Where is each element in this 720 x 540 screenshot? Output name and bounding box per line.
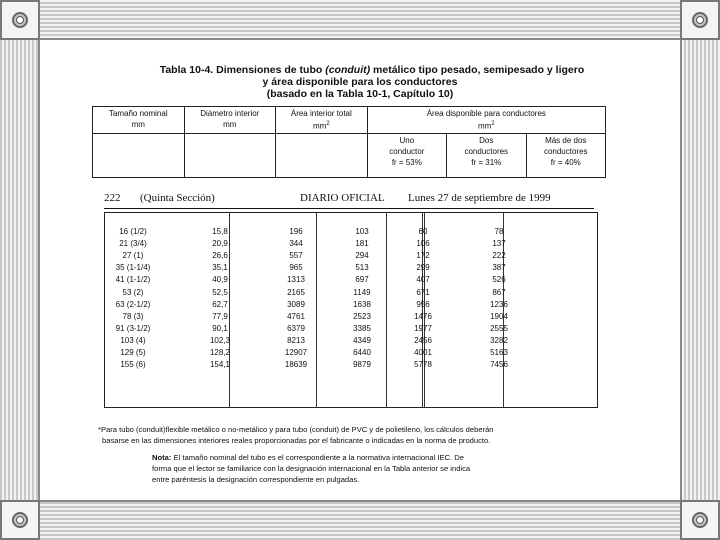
table-cell: 1476 [414, 311, 432, 321]
table-cell: 26,6 [212, 251, 228, 261]
table-cell: 41 (1-1/2) [115, 275, 151, 285]
footnote-line: forma que el lector se familiarice con la designación internacional en la Tabla anterior se indica [152, 464, 471, 473]
table-cell: 1236 [490, 299, 508, 309]
header-more-conductors: Más de dos conductores fr = 40% [526, 133, 606, 177]
table-cell: 20,9 [212, 239, 228, 249]
table-cell: 513 [355, 263, 369, 273]
table-cell: 867 [492, 287, 506, 297]
table-cell: 27 (1) [122, 251, 144, 261]
table-cell: 103 [355, 227, 369, 236]
table-cell: 155 (6) [120, 360, 146, 370]
running-head [104, 192, 594, 209]
table-cell: 2555 [490, 323, 508, 333]
table-cell: 53 (2) [122, 287, 144, 297]
table-cell: 40,9 [212, 275, 228, 285]
table-cell: 2456 [414, 335, 432, 345]
table-cell: 5778 [414, 360, 432, 370]
table-cell: 12907 [284, 348, 308, 357]
table-cell: 90,1 [212, 323, 228, 333]
table-cell: 4349 [353, 335, 371, 345]
table-title-line3: (basado en la Tabla 10-1, Capítulo 10) [266, 88, 454, 100]
table-cell: 1313 [287, 275, 305, 285]
table-cell: 407 [416, 275, 430, 285]
header-one-conductor: Uno conductor fr = 53% [367, 133, 446, 177]
table-cell: 102,3 [209, 335, 231, 345]
frame-top [0, 0, 720, 40]
table-cell: 9879 [353, 360, 371, 370]
table-cell: 4761 [287, 311, 305, 321]
header-total-area: Área interior total $mm^2$ [276, 107, 368, 134]
title-italic: (conduit) [325, 64, 371, 76]
page-number: 222 [104, 192, 121, 204]
table-cell: 91 (3-1/2) [115, 323, 151, 333]
corner-ring-icon [0, 0, 40, 40]
frame-right [680, 0, 720, 540]
table-cell: 2523 [353, 311, 371, 321]
header-inner-diameter: Diámetro interior mm [184, 107, 276, 134]
table-cell: 697 [355, 275, 369, 285]
title-part: metálico tipo pesado, semipesado y ligero [370, 64, 585, 76]
header-available-area: Área disponible para conductores $mm^2$ [367, 107, 605, 134]
table-cell: 3089 [287, 299, 305, 309]
table-cell: 15,8 [212, 227, 228, 236]
table-cell: 2165 [287, 287, 305, 297]
table-title-line2: y área disponible para los conductores [262, 76, 458, 88]
header-nominal-size: Tamaño nominal mm [93, 107, 185, 134]
table-cell: 8213 [287, 335, 305, 345]
table-cell: 128,2 [209, 348, 231, 357]
table-cell: 77,9 [212, 311, 228, 321]
table-cell: 154,1 [209, 360, 231, 370]
table-cell: 60 [418, 227, 428, 236]
table-cell: 52,5 [212, 287, 228, 297]
table-cell: 956 [416, 299, 430, 309]
table-cell: 21 (3/4) [119, 239, 147, 249]
table-cell: 344 [289, 239, 303, 249]
table-cell: 106 [416, 239, 430, 249]
table-cell: 5163 [490, 348, 508, 357]
table-cell: 1638 [353, 299, 371, 309]
footnote-asterisk [98, 424, 658, 446]
table-cell: 3282 [490, 335, 508, 345]
footnote-line: *Para tubo (conduit)flexible metálico o no-metálico y para tubo (conduit) de PVC y de polietileno, los cálculos deberán [98, 425, 494, 434]
table-cell: 1149 [353, 287, 371, 297]
document [40, 40, 680, 500]
header-empty [276, 133, 368, 177]
note-label: Nota: [152, 453, 172, 462]
table-cell: 557 [289, 251, 303, 261]
table-cell: 63 (2-1/2) [115, 299, 151, 309]
table-cell: 18639 [284, 360, 308, 370]
corner-ring-icon [0, 500, 40, 540]
table-cell: 137 [492, 239, 506, 249]
table-cell: 387 [492, 263, 506, 273]
table-cell: 35 (1-1/4) [115, 263, 151, 273]
footnote-note [152, 452, 652, 485]
journal-name: DIARIO OFICIAL [300, 192, 385, 204]
table-cell: 3385 [353, 323, 371, 333]
table-cell: 7456 [490, 360, 508, 370]
table-cell: 671 [416, 287, 430, 297]
table-cell: 299 [416, 263, 430, 273]
header-empty [184, 133, 276, 177]
table-cell: 172 [416, 251, 430, 261]
table-cell: 6440 [353, 348, 371, 357]
table-title [52, 64, 692, 76]
footnote-line: entre paréntesis la designación correspondiente en pulgadas. [152, 475, 360, 484]
table-cell: 78 [494, 227, 504, 236]
table-cell: 1977 [414, 323, 432, 333]
table-cell: 103 (4) [120, 335, 146, 345]
table-cell: 1904 [490, 311, 508, 321]
table-cell: 4001 [414, 348, 432, 357]
frame-left [0, 0, 40, 540]
table-cell: 965 [289, 263, 303, 273]
title-part: Tabla 10-4. Dimensiones de tubo [159, 64, 326, 76]
corner-ring-icon [680, 0, 720, 40]
corner-ring-icon [680, 500, 720, 540]
table-cell: 35,1 [212, 263, 228, 273]
frame-bottom [0, 500, 720, 540]
table-cell: 222 [492, 251, 506, 261]
table-cell: 6379 [287, 323, 305, 333]
table-cell: 526 [492, 275, 506, 285]
header-table [92, 106, 606, 178]
issue-date: Lunes 27 de septiembre de 1999 [408, 192, 551, 204]
table-cell: 16 (1/2) [119, 227, 147, 236]
section-label: (Quinta Sección) [140, 192, 215, 204]
table-cell: 62,7 [212, 299, 228, 309]
table-cell: 129 (5) [120, 348, 146, 357]
table-cell: 78 (3) [122, 311, 144, 321]
footnote-line: El tamaño nominal del tubo es el correspondiente a la normativa internacional IEC. De [171, 453, 464, 462]
table-cell: 181 [355, 239, 369, 249]
header-two-conductors: Dos conductores fr = 31% [447, 133, 526, 177]
table-cell: 294 [355, 251, 369, 261]
table-cell: 196 [289, 227, 303, 236]
footnote-line: basarse en las dimensiones interiores reales proporcionadas por el fabricante o indicadas en la norma de producto. [102, 436, 491, 445]
header-empty [93, 133, 185, 177]
